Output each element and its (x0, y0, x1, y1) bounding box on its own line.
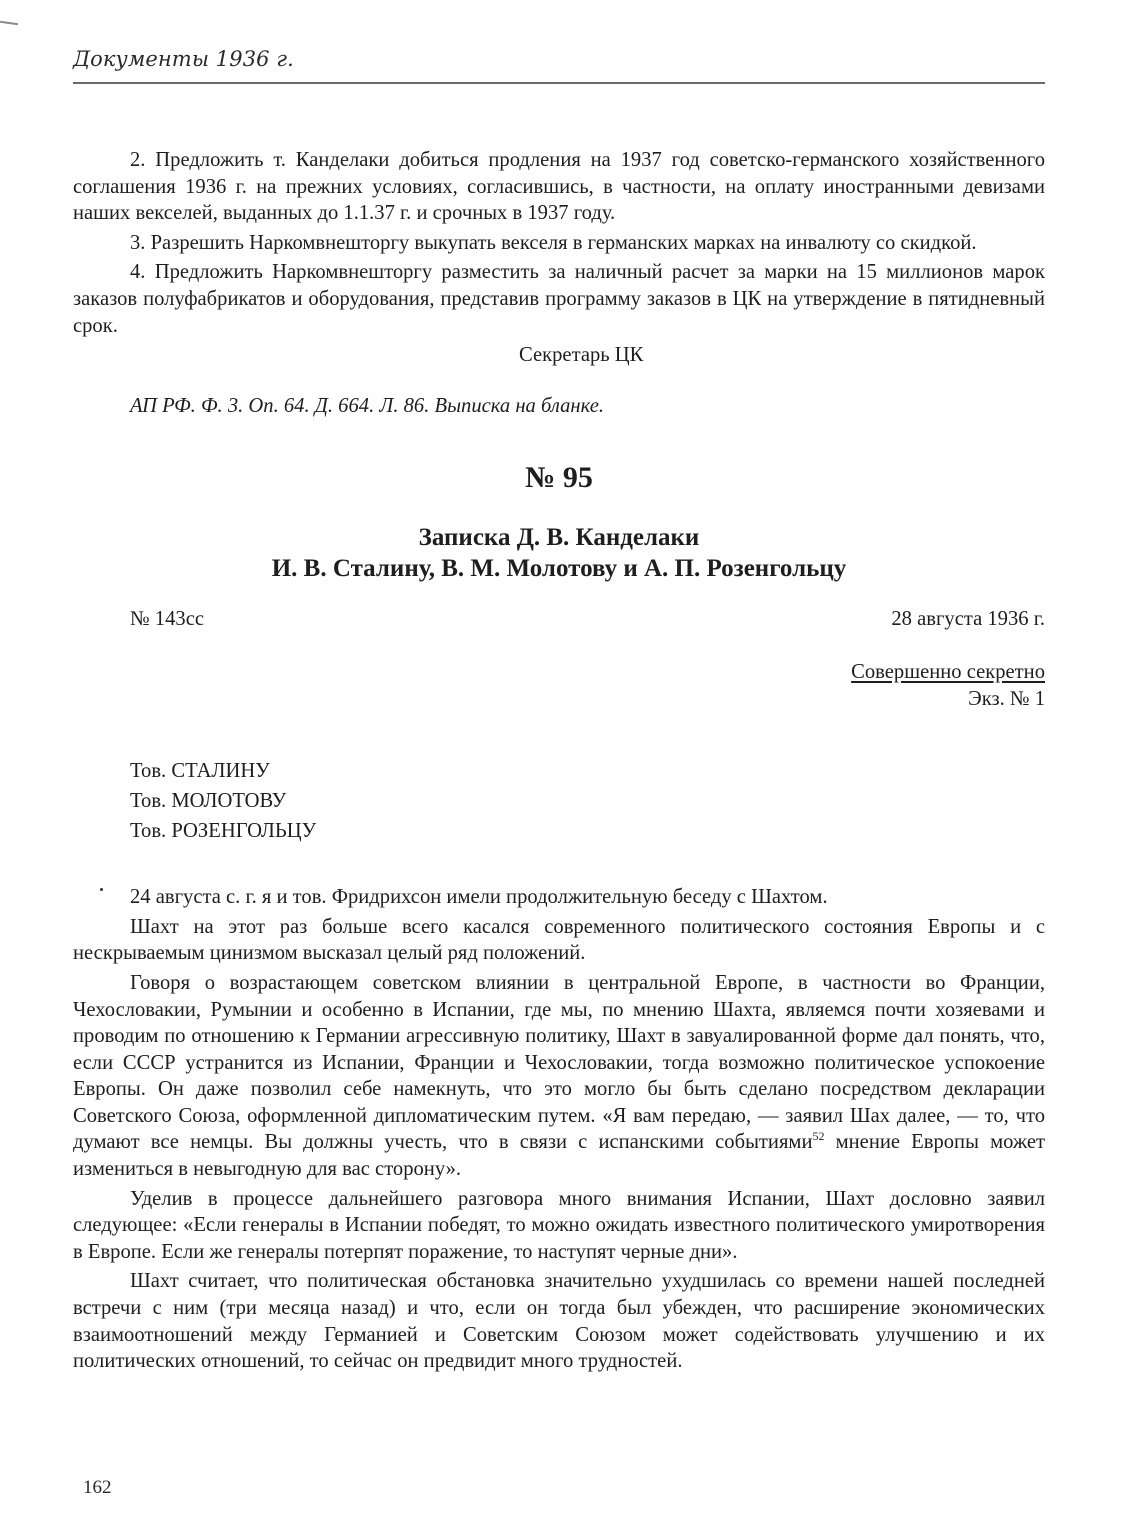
document-number: № 95 (525, 461, 593, 495)
page-number: 162 (83, 1477, 112, 1498)
document-date: 28 августа 1936 г. (891, 608, 1045, 631)
document-title (73, 522, 1045, 584)
previous-document-ending (73, 147, 1045, 419)
document-meta-row (73, 606, 1045, 633)
resolution-item-2: 2. Предложить т. Канделаки добиться продления на 1937 год советско-германского хозяйственного соглашения 1936 г. на прежних условиях, согласившись, в частности, на оплату иностранными девизами наших векселей, выданных до 1.1.37 г. и срочных в 1937 году. (73, 149, 1045, 225)
header-rule (73, 82, 1045, 84)
memo-text (73, 884, 1045, 1375)
archive-reference: АП РФ. Ф. 3. Оп. 64. Д. 664. Л. 86. Выписка на бланке. (130, 394, 604, 417)
addressee: Тов. РОЗЕНГОЛЬЦУ (130, 820, 317, 843)
memo-paragraph: 24 августа с. г. я и тов. Фридрихсон имели продолжительную беседу с Шахтом. (130, 886, 828, 909)
document-title-line-2: И. В. Сталину, В. М. Молотову и А. П. Розенгольцу (271, 555, 847, 583)
addressee: Тов. СТАЛИНУ (130, 760, 270, 783)
addressee: Тов. МОЛОТОВУ (130, 790, 287, 813)
copy-number: Экз. № 1 (968, 687, 1045, 710)
registration-number: № 143сс (130, 608, 204, 631)
resolution-item-3: 3. Разрешить Наркомвнешторгу выкупать векселя в германских марках на инвалюту со скидкой. (130, 231, 977, 254)
document-95 (73, 461, 1045, 1374)
memo-paragraph: Шахт на этот раз больше всего касался современного политического состояния Европы и с нескрываемым цинизмом высказал целый ряд положений. (73, 915, 1045, 965)
resolution-item-4: 4. Предложить Наркомвнешторгу разместить за наличный расчет за марки на 15 миллионов марок заказов полуфабрикатов и оборудования, представив программу заказов в ЦК на утверждение в пятидневный срок. (73, 261, 1045, 337)
memo-paragraph: Шахт считает, что политическая обстановка значительно ухудшилась со времени нашей последней встречи с ним (три месяца назад) и что, если он тогда был убежден, что расширение экономических взаимоотношений между Германией и Советским Союзом может содействовать улучшению и их политических отношений, то сейчас он предвидит много трудностей. (73, 1270, 1045, 1373)
running-head (73, 44, 1045, 84)
memo-paragraph-text: мнение Европы может измениться в невыгодную для вас сторону». (73, 1131, 1045, 1181)
memo-paragraph-text: Говоря о возрастающем советском влиянии в центральной Европе, в частности во Франции, Чехословакии, Румынии и особенно в Испании, где мы, по мнению Шахта, являемся почти хозяевами и проводим по отношению к Германии агрессивную политику, Шахт в завуалированной форме дал понять, что, если СССР устранится из Испании, Франции и Чехословакии, тогда возможно политическое успокоение Европы. Он даже позволил себе намекнуть, что это могло бы быть сделано посредством декларации Советского Союза, оформленной дипломатическим путем. «Я вам передаю, — заявил Шах далее, — то, что думают все немцы. Вы должны учесть, что в связи с испанскими событиями (73, 971, 1045, 1154)
signature-line: Секретарь ЦК (519, 344, 644, 367)
scan-corner-mark (0, 21, 18, 25)
document-title-line-1: Записка Д. В. Канделаки (418, 524, 700, 552)
memo-paragraph (73, 970, 1045, 1183)
running-head-title: Документы 1936 г. (73, 47, 294, 71)
addressees-list (73, 756, 1045, 846)
footnote-marker[interactable]: 52 (812, 1129, 825, 1144)
memo-paragraph: Уделив в процессе дальнейшего разговора много внимания Испании, Шахт дословно заявил следующее: «Если генералы в Испании победят, то можно ожидать известного политического умиротворения в Европе. Если же генералы потерпят поражение, то наступят черные дни». (73, 1187, 1045, 1263)
secrecy-stamp: Совершенно секретно (851, 660, 1045, 683)
classification-block (73, 659, 1045, 712)
page-body (73, 147, 1045, 1378)
